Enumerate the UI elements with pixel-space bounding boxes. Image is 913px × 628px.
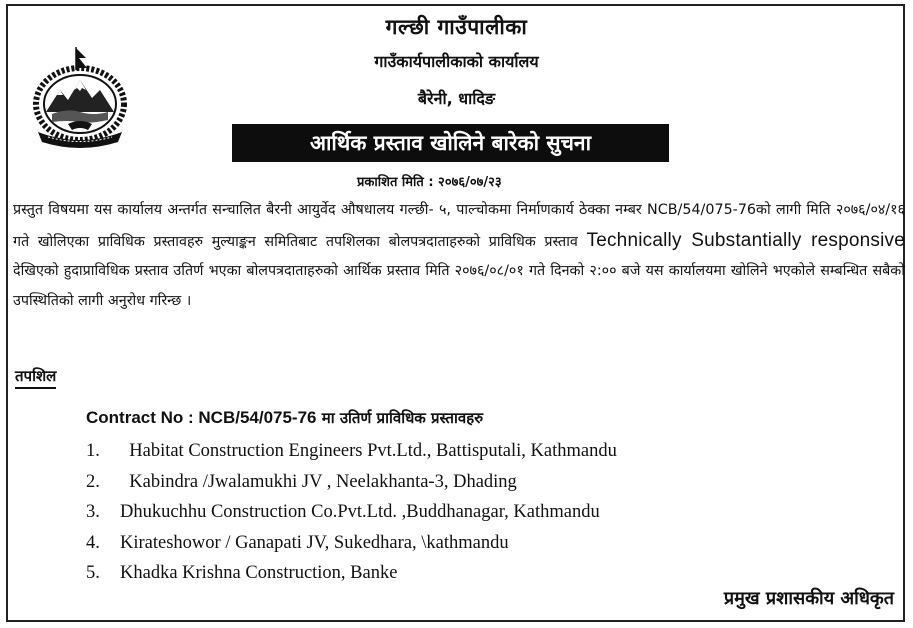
notice-title-banner xyxy=(232,124,669,162)
office-location: बैरेनी, धादिङ xyxy=(417,89,496,108)
list-item-number: 1. xyxy=(86,441,100,461)
list-item-number: 4. xyxy=(86,532,100,553)
body-text-part-1: प्रस्तुत विषयमा यस कार्यालय अन्तर्गत सन्चालित बैरनी आयुर्वेद औषधालय गल्छी- ५, पाल्चोकमा निर्माणकार्य ठेक्का नम्बर NCB/54/075-76को लागी मिति २०७६/०४/१६ गते खोलिएका प्राविधिक प्रस्तावहरु मुल्याङ्कन समितिबाट तपशिलका बोलपत्रदाताहरुको प्राविधिक प्रस्ताव xyxy=(13,202,905,250)
list-item-number: 2. xyxy=(86,471,100,492)
list-item xyxy=(86,558,617,589)
notice-title: आर्थिक प्रस्ताव खोलिने बारेको सुचना xyxy=(309,131,592,155)
list-item xyxy=(86,467,617,498)
signatory-title: प्रमुख प्रशासकीय अधिकृत xyxy=(723,588,894,609)
office-name: गाउँकार्यपालीकाको कार्यालय xyxy=(374,52,539,71)
list-item-number: 3. xyxy=(86,502,100,522)
list-item-number: 5. xyxy=(86,563,100,583)
list-item xyxy=(86,497,617,528)
list-item-name: Khadka Krishna Construction, Banke xyxy=(120,563,398,583)
list-item-name: Dhukuchhu Construction Co.Pvt.Ltd. ,Buddhanagar, Kathmandu xyxy=(120,502,600,522)
schedule-heading: तपशिल xyxy=(15,366,56,389)
body-english-phrase: Technically Substantially responsive xyxy=(586,229,905,251)
bidder-list xyxy=(86,436,617,589)
notice-body xyxy=(13,196,905,316)
contract-suffix: मा उतिर्ण प्राविधिक प्रस्तावहरु xyxy=(321,409,484,427)
contract-number: Contract No : NCB/54/075-76 xyxy=(86,408,317,427)
list-item-name: Kabindra /Jwalamukhi JV , Neelakhanta-3, Dhading xyxy=(120,471,517,492)
list-item xyxy=(86,528,617,559)
org-name: गल्छी गाउँपालीका xyxy=(385,15,528,39)
list-item-name: Kirateshowor / Ganapati JV, Sukedhara, \kathmandu xyxy=(120,532,509,553)
list-item xyxy=(86,436,617,467)
list-item-name: Habitat Construction Engineers Pvt.Ltd., Battisputali, Kathmandu xyxy=(120,441,617,461)
body-text-part-2: देखिएको हुदाप्राविधिक प्रस्ताव उतिर्ण भएका बोलपत्रदाताहरुको आर्थिक प्रस्ताव मिति २०७६/०८/०१ गते दिनको २:०० बजे यस कार्यालयमा खोलिने भएकोले सम्बन्धित सबैको उपस्थितिको लागी अनुरोध गरिन्छ । xyxy=(13,263,905,309)
published-date: प्रकाशित मिति : २०७६/०७/२३ xyxy=(357,175,502,190)
contract-line xyxy=(86,408,483,428)
